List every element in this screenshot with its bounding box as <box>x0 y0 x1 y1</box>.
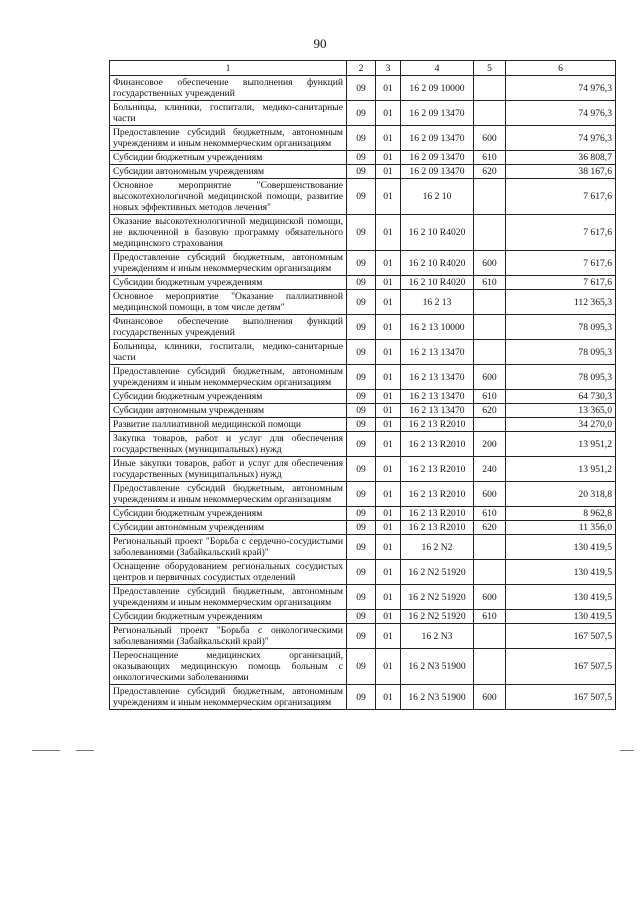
row-code-subsection: 01 <box>376 215 401 251</box>
row-target-code: 16 2 N2 <box>401 535 474 560</box>
row-name: Основное мероприятие "Оказание паллиативной медицинской помощи, в том числе детям" <box>110 290 347 315</box>
row-name: Субсидии бюджетным учреждениям <box>110 151 347 165</box>
row-code-subsection: 01 <box>376 340 401 365</box>
table-row <box>110 390 616 404</box>
row-amount: 7 617,6 <box>506 215 616 251</box>
row-expense-type <box>474 624 506 649</box>
column-header: 6 <box>506 61 616 76</box>
row-code-section: 09 <box>347 151 376 165</box>
row-target-code: 16 2 10 R4020 <box>401 251 474 276</box>
row-name: Больницы, клиники, госпитали, медико-санитарные части <box>110 340 347 365</box>
row-target-code: 16 2 10 <box>401 179 474 215</box>
row-code-subsection: 01 <box>376 507 401 521</box>
row-amount: 20 318,8 <box>506 482 616 507</box>
row-amount: 130 419,5 <box>506 535 616 560</box>
row-target-code: 16 2 09 13470 <box>401 126 474 151</box>
row-amount: 34 270,0 <box>506 418 616 432</box>
row-code-section: 09 <box>347 315 376 340</box>
row-amount: 7 617,6 <box>506 179 616 215</box>
row-code-subsection: 01 <box>376 101 401 126</box>
table-row <box>110 418 616 432</box>
table-row <box>110 560 616 585</box>
row-target-code: 16 2 13 R2010 <box>401 507 474 521</box>
row-expense-type <box>474 315 506 340</box>
row-code-subsection: 01 <box>376 276 401 290</box>
row-name: Предоставление субсидий бюджетным, автономным учреждениям и иным некоммерческим организациям <box>110 585 347 610</box>
table-row <box>110 624 616 649</box>
row-amount: 78 095,3 <box>506 315 616 340</box>
row-code-section: 09 <box>347 390 376 404</box>
row-target-code: 16 2 13 R2010 <box>401 482 474 507</box>
row-amount: 130 419,5 <box>506 585 616 610</box>
row-code-section: 09 <box>347 585 376 610</box>
row-expense-type: 600 <box>474 365 506 390</box>
row-amount: 167 507,5 <box>506 685 616 710</box>
row-code-subsection: 01 <box>376 404 401 418</box>
column-header: 5 <box>474 61 506 76</box>
row-amount: 13 951,2 <box>506 457 616 482</box>
row-expense-type <box>474 290 506 315</box>
row-code-section: 09 <box>347 649 376 685</box>
row-target-code: 16 2 13 13470 <box>401 365 474 390</box>
row-code-subsection: 01 <box>376 482 401 507</box>
table-row <box>110 535 616 560</box>
table-row <box>110 251 616 276</box>
row-code-subsection: 01 <box>376 418 401 432</box>
row-code-subsection: 01 <box>376 290 401 315</box>
row-name: Предоставление субсидий бюджетным, автономным учреждениям и иным некоммерческим организациям <box>110 482 347 507</box>
row-expense-type: 200 <box>474 432 506 457</box>
row-expense-type: 600 <box>474 126 506 151</box>
row-amount: 74 976,3 <box>506 101 616 126</box>
row-code-section: 09 <box>347 76 376 101</box>
row-code-subsection: 01 <box>376 165 401 179</box>
row-code-section: 09 <box>347 685 376 710</box>
row-code-section: 09 <box>347 560 376 585</box>
row-target-code: 16 2 N2 51920 <box>401 610 474 624</box>
table-row <box>110 610 616 624</box>
table-row <box>110 521 616 535</box>
row-name: Основное мероприятие "Совершенствование высокотехнологичной медицинской помощи, развитие новых эффективных методов лечения" <box>110 179 347 215</box>
row-code-section: 09 <box>347 624 376 649</box>
row-target-code: 16 2 N3 51900 <box>401 685 474 710</box>
row-expense-type: 620 <box>474 521 506 535</box>
row-target-code: 16 2 13 13470 <box>401 404 474 418</box>
row-name: Оказание высокотехнологичной медицинской помощи, не включенной в базовую программу обязательного медицинского страхования <box>110 215 347 251</box>
scan-mark <box>32 750 60 751</box>
row-code-subsection: 01 <box>376 390 401 404</box>
row-code-subsection: 01 <box>376 521 401 535</box>
page-number: 90 <box>313 36 327 51</box>
row-expense-type: 620 <box>474 404 506 418</box>
row-name: Субсидии автономным учреждениям <box>110 165 347 179</box>
row-name: Иные закупки товаров, работ и услуг для обеспечения государственных (муниципальных) нужд <box>110 457 347 482</box>
column-header: 1 <box>110 61 347 76</box>
row-amount: 64 730,3 <box>506 390 616 404</box>
row-amount: 167 507,5 <box>506 649 616 685</box>
row-expense-type: 600 <box>474 585 506 610</box>
row-code-section: 09 <box>347 365 376 390</box>
row-amount: 78 095,3 <box>506 340 616 365</box>
budget-table <box>109 60 616 710</box>
row-code-subsection: 01 <box>376 315 401 340</box>
row-target-code: 16 2 13 R2010 <box>401 521 474 535</box>
table-row <box>110 585 616 610</box>
row-target-code: 16 2 13 R2010 <box>401 457 474 482</box>
row-name: Предоставление субсидий бюджетным, автономным учреждениям и иным некоммерческим организациям <box>110 365 347 390</box>
row-expense-type <box>474 418 506 432</box>
row-target-code: 16 2 N3 51900 <box>401 649 474 685</box>
row-code-subsection: 01 <box>376 457 401 482</box>
row-name: Финансовое обеспечение выполнения функций государственных учреждений <box>110 315 347 340</box>
row-code-section: 09 <box>347 507 376 521</box>
row-target-code: 16 2 09 10000 <box>401 76 474 101</box>
table-row <box>110 482 616 507</box>
row-name: Субсидии бюджетным учреждениям <box>110 276 347 290</box>
row-code-subsection: 01 <box>376 624 401 649</box>
table-row <box>110 76 616 101</box>
row-amount: 130 419,5 <box>506 610 616 624</box>
table-row <box>110 151 616 165</box>
row-target-code: 16 2 13 13470 <box>401 390 474 404</box>
table-row <box>110 649 616 685</box>
row-code-section: 09 <box>347 179 376 215</box>
row-target-code: 16 2 10 R4020 <box>401 215 474 251</box>
row-amount: 167 507,5 <box>506 624 616 649</box>
row-target-code: 16 2 13 R2010 <box>401 432 474 457</box>
table-row <box>110 685 616 710</box>
row-amount: 74 976,3 <box>506 76 616 101</box>
table-header-row <box>110 61 616 76</box>
row-code-section: 09 <box>347 340 376 365</box>
row-code-section: 09 <box>347 418 376 432</box>
row-target-code: 16 2 13 10000 <box>401 315 474 340</box>
row-name: Субсидии бюджетным учреждениям <box>110 507 347 521</box>
row-expense-type: 600 <box>474 251 506 276</box>
row-expense-type: 610 <box>474 276 506 290</box>
row-target-code: 16 2 N3 <box>401 624 474 649</box>
column-header: 4 <box>401 61 474 76</box>
row-code-subsection: 01 <box>376 151 401 165</box>
row-target-code: 16 2 N2 51920 <box>401 560 474 585</box>
row-expense-type <box>474 215 506 251</box>
row-name: Переоснащение медицинских организаций, оказывающих медицинскую помощь больным с онкологическими заболеваниями <box>110 649 347 685</box>
row-expense-type <box>474 535 506 560</box>
row-code-subsection: 01 <box>376 432 401 457</box>
table-row <box>110 457 616 482</box>
row-target-code: 16 2 09 13470 <box>401 101 474 126</box>
row-code-section: 09 <box>347 276 376 290</box>
row-code-subsection: 01 <box>376 179 401 215</box>
row-amount: 8 962,8 <box>506 507 616 521</box>
row-code-subsection: 01 <box>376 251 401 276</box>
scan-mark <box>76 750 94 751</box>
column-header: 2 <box>347 61 376 76</box>
row-expense-type: 620 <box>474 165 506 179</box>
row-name: Больницы, клиники, госпитали, медико-санитарные части <box>110 101 347 126</box>
row-code-subsection: 01 <box>376 560 401 585</box>
table-row <box>110 276 616 290</box>
row-name: Субсидии бюджетным учреждениям <box>110 610 347 624</box>
row-name: Закупка товаров, работ и услуг для обеспечения государственных (муниципальных) нужд <box>110 432 347 457</box>
row-name: Предоставление субсидий бюджетным, автономным учреждениям и иным некоммерческим организациям <box>110 251 347 276</box>
row-amount: 38 167,6 <box>506 165 616 179</box>
row-amount: 130 419,5 <box>506 560 616 585</box>
row-code-subsection: 01 <box>376 535 401 560</box>
table-row <box>110 507 616 521</box>
row-target-code: 16 2 09 13470 <box>401 165 474 179</box>
scan-mark <box>620 750 634 751</box>
row-name: Развитие паллиативной медицинской помощи <box>110 418 347 432</box>
row-target-code: 16 2 13 13470 <box>401 340 474 365</box>
row-amount: 36 808,7 <box>506 151 616 165</box>
table-row <box>110 290 616 315</box>
table-row <box>110 126 616 151</box>
table-row <box>110 215 616 251</box>
row-code-section: 09 <box>347 404 376 418</box>
row-amount: 7 617,6 <box>506 276 616 290</box>
row-name: Субсидии автономным учреждениям <box>110 521 347 535</box>
row-name: Субсидии автономным учреждениям <box>110 404 347 418</box>
row-code-subsection: 01 <box>376 649 401 685</box>
row-code-subsection: 01 <box>376 76 401 101</box>
row-expense-type: 600 <box>474 685 506 710</box>
row-name: Оснащение оборудованием региональных сосудистых центров и первичных сосудистых отделений <box>110 560 347 585</box>
row-code-section: 09 <box>347 126 376 151</box>
row-amount: 11 356,0 <box>506 521 616 535</box>
row-expense-type <box>474 76 506 101</box>
row-amount: 112 365,3 <box>506 290 616 315</box>
row-expense-type: 600 <box>474 482 506 507</box>
row-expense-type <box>474 101 506 126</box>
row-target-code: 16 2 09 13470 <box>401 151 474 165</box>
table-row <box>110 404 616 418</box>
row-target-code: 16 2 N2 51920 <box>401 585 474 610</box>
row-amount: 13 365,0 <box>506 404 616 418</box>
row-name: Предоставление субсидий бюджетным, автономным учреждениям и иным некоммерческим организациям <box>110 685 347 710</box>
row-amount: 7 617,6 <box>506 251 616 276</box>
row-expense-type: 610 <box>474 610 506 624</box>
table-row <box>110 101 616 126</box>
row-expense-type: 240 <box>474 457 506 482</box>
row-amount: 78 095,3 <box>506 365 616 390</box>
row-target-code: 16 2 13 R2010 <box>401 418 474 432</box>
row-code-subsection: 01 <box>376 610 401 624</box>
row-name: Региональный проект "Борьба с онкологическими заболеваниями (Забайкальский край)" <box>110 624 347 649</box>
row-code-section: 09 <box>347 432 376 457</box>
row-code-section: 09 <box>347 535 376 560</box>
row-expense-type <box>474 340 506 365</box>
table-row <box>110 165 616 179</box>
row-code-section: 09 <box>347 215 376 251</box>
table-row <box>110 179 616 215</box>
row-expense-type: 610 <box>474 151 506 165</box>
row-expense-type <box>474 649 506 685</box>
column-header: 3 <box>376 61 401 76</box>
row-code-subsection: 01 <box>376 126 401 151</box>
row-code-subsection: 01 <box>376 585 401 610</box>
row-code-section: 09 <box>347 290 376 315</box>
row-target-code: 16 2 10 R4020 <box>401 276 474 290</box>
row-name: Финансовое обеспечение выполнения функций государственных учреждений <box>110 76 347 101</box>
table-row <box>110 432 616 457</box>
row-code-subsection: 01 <box>376 365 401 390</box>
table-row <box>110 365 616 390</box>
row-code-section: 09 <box>347 457 376 482</box>
row-amount: 74 976,3 <box>506 126 616 151</box>
row-expense-type: 610 <box>474 507 506 521</box>
row-code-subsection: 01 <box>376 685 401 710</box>
row-code-section: 09 <box>347 610 376 624</box>
row-code-section: 09 <box>347 521 376 535</box>
row-code-section: 09 <box>347 251 376 276</box>
row-expense-type <box>474 560 506 585</box>
row-expense-type: 610 <box>474 390 506 404</box>
row-name: Региональный проект "Борьба с сердечно-сосудистыми заболеваниями (Забайкальский край)" <box>110 535 347 560</box>
row-amount: 13 951,2 <box>506 432 616 457</box>
row-code-section: 09 <box>347 101 376 126</box>
row-target-code: 16 2 13 <box>401 290 474 315</box>
row-code-section: 09 <box>347 165 376 179</box>
row-expense-type <box>474 179 506 215</box>
row-name: Субсидии бюджетным учреждениям <box>110 390 347 404</box>
table-row <box>110 315 616 340</box>
table-row <box>110 340 616 365</box>
row-code-section: 09 <box>347 482 376 507</box>
row-name: Предоставление субсидий бюджетным, автономным учреждениям и иным некоммерческим организациям <box>110 126 347 151</box>
